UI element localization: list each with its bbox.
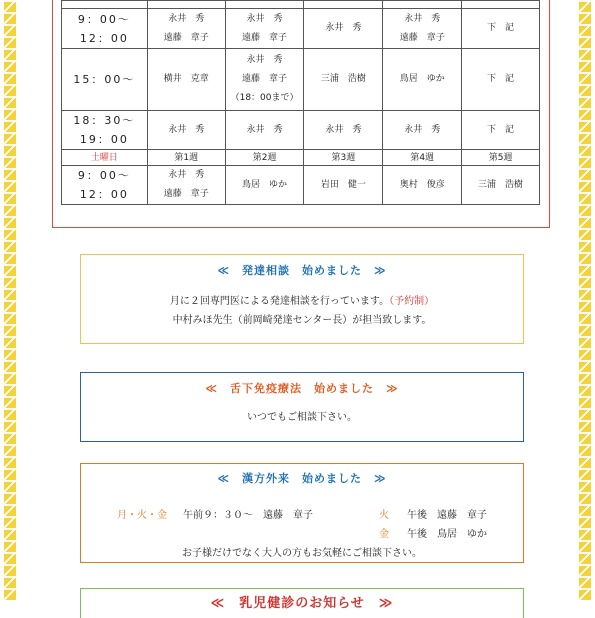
saturday-label: 土曜日 [62,150,148,166]
kampo-day: 火 [379,510,389,521]
doctor-cell: 永井 秀 遠藤 章子 （18：00まで） [225,49,304,111]
week-label: 第5週 [462,150,540,166]
table-row [62,49,540,111]
kampo-day: 金 [379,529,389,540]
doctor-cell: 奥村 俊彦 [383,166,462,205]
doctor-cell: 永井 秀 [304,111,383,150]
table-row [62,9,540,49]
notice-text: 中村みほ先生（前岡崎発達センター長）が担当致します。 [172,315,432,326]
notice-text: 月に２回専門医による発達相談を行っています。 [169,296,390,307]
doctor-cell: 永井 秀 [304,9,383,49]
doctor-cell: 永井 秀 遠藤 章子 [225,9,304,49]
infant-checkup-notice [80,588,524,618]
doctor-cell: 永井 秀 遠藤 章子 [147,166,225,205]
kampo-days: 月・火・金 [117,510,167,521]
kampo-schedule-right [371,506,487,544]
notice-body [81,292,523,330]
decorative-border-right [579,0,591,600]
kampo-time: 午前９：３０～ 遠藤 章子 [183,510,313,521]
doctor-cell: 下 記 [462,9,540,49]
doctor-cell: 横井 克章 [147,49,225,111]
doctor-cell: 三浦 浩樹 [462,166,540,205]
doctor-cell: 永井 秀 遠藤 章子 [147,9,225,49]
notice-title: ≪ 漢方外来 始めました ≫ [217,472,387,485]
notice-text: お子様だけでなく大人の方もお気軽にご相談下さい。 [182,548,422,559]
doctor-cell: 永井 秀 [225,111,304,150]
table-row [62,150,540,166]
time-cell: 9：00～ 12：00 [62,166,148,205]
table-row [62,111,540,150]
sublingual-immunotherapy-notice [80,372,524,442]
doctor-cell: 永井 秀 [147,111,225,150]
doctor-cell: 鳥居 ゆか [225,166,304,205]
development-consultation-notice [80,254,524,344]
schedule-table [61,0,540,205]
week-label: 第3週 [304,150,383,166]
kampo-schedule-left [117,506,313,525]
doctor-cell: 岩田 健一 [304,166,383,205]
schedule-frame [52,0,550,228]
doctor-cell: 下 記 [462,111,540,150]
notice-title: ≪ 乳児健診のお知らせ ≫ [210,596,394,611]
notice-title: ≪ 舌下免疫療法 始めました ≫ [205,382,399,395]
week-label: 第2週 [225,150,304,166]
reservation-note: （予約制） [389,296,435,307]
table-row [62,166,540,205]
doctor-cell: 三浦 浩樹 [304,49,383,111]
kampo-clinic-notice [80,463,524,563]
time-cell: 15：00～ [62,49,148,111]
notice-text: いつでもご相談下さい。 [247,412,357,423]
doctor-cell: 鳥居 ゆか [383,49,462,111]
time-cell: 9：00～ 12：00 [62,9,148,49]
doctor-cell: 永井 秀 遠藤 章子 [383,9,462,49]
doctor-cell: 下 記 [462,49,540,111]
kampo-time: 午後 鳥居 ゆか [407,529,487,540]
week-label: 第4週 [383,150,462,166]
time-cell: 18：30～ 19：00 [62,111,148,150]
notice-title: ≪ 発達相談 始めました ≫ [217,264,387,277]
doctor-cell: 永井 秀 [383,111,462,150]
kampo-time: 午後 遠藤 章子 [407,510,487,521]
week-label: 第1週 [147,150,225,166]
decorative-border-left [4,0,16,600]
table-row [62,1,540,9]
